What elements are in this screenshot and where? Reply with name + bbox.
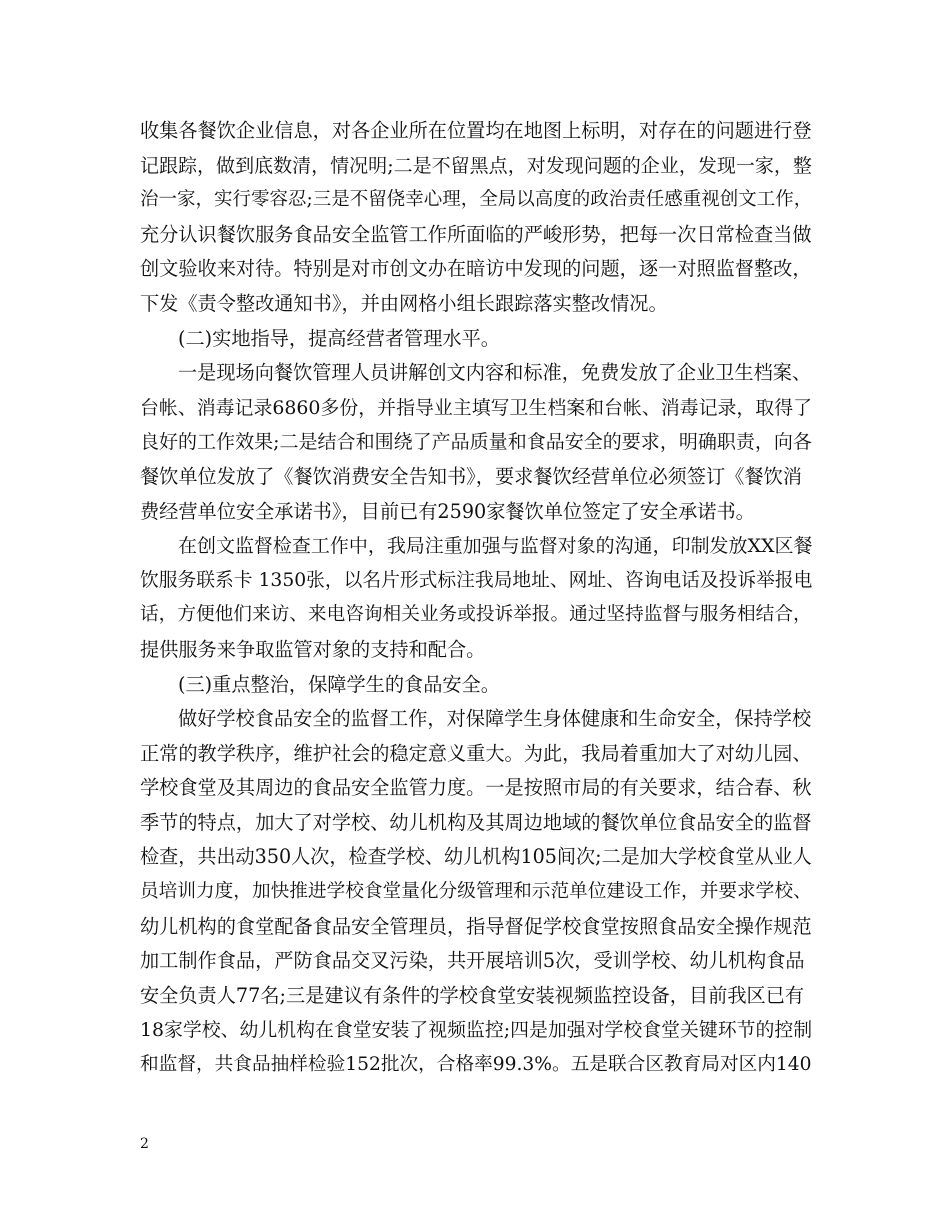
text-line: 和监督，共食品抽样检验152批次，合格率99.3%。五是联合区教育局对区内140: [140, 1054, 812, 1076]
text-line: 饮服务联系卡 1350张，以名片形式标注我局地址、网址、咨询电话及投诉举报电: [140, 569, 813, 591]
text-line: 幼儿机构的食堂配备食品安全管理员，指导督促学校食堂按照食品安全操作规范: [140, 914, 812, 938]
text-line: 在创文监督检查工作中，我局注重加强与监督对象的沟通，印制发放XX区餐: [178, 535, 813, 558]
text-line: 员培训力度，加快推进学校食堂量化分级管理和示范单位建设工作，并要求学校、: [140, 881, 812, 903]
text-line: 治一家，实行零容忍;三是不留侥幸心理，全局以高度的政治责任感重视创文工作，: [140, 189, 813, 211]
text-line: (三)重点整治，保障学生的食品安全。: [178, 672, 500, 696]
text-line: 做好学校食品安全的监督工作，对保障学生身体健康和生命安全，保持学校: [178, 707, 812, 731]
text-line: 检查，共出动350人次，检查学校、幼儿机构105间次;二是加大学校食堂从业人: [140, 845, 812, 869]
page-number: 2: [140, 1136, 149, 1152]
text-line: 充分认识餐饮服务食品安全监管工作所面临的严峻形势，把每一次日常检查当做: [140, 222, 812, 246]
text-line: 台帐、消毒记录6860多份，并指导业主填写卫生档案和台帐、消毒记录，取得了: [140, 396, 813, 419]
text-line: 记跟踪，做到底数清，情况明;二是不留黑点，对发现问题的企业，发现一家，整: [140, 154, 812, 177]
text-line: 加工制作食品，严防食品交叉污染，共开展培训5次，受训学校、幼儿机构食品: [140, 949, 805, 973]
text-line: 季节的特点，加大了对学校、幼儿机构及其周边地域的餐饮单位食品安全的监督: [140, 810, 812, 834]
text-line: 学校食堂及其周边的食品安全监管力度。一是按照市局的有关要求，结合春、秋: [140, 776, 812, 800]
text-line: 创文验收来对待。特别是对市创文办在暗访中发现的问题，逐一对照监督整改，: [140, 257, 812, 281]
text-line: 费经营单位安全承诺书》，目前已有2590家餐饮单位签定了安全承诺书。: [140, 499, 755, 523]
text-line: (二)实地指导，提高经营者管理水平。: [178, 326, 500, 350]
text-line: 良好的工作效果;二是结合和围绕了产品质量和食品安全的要求，明确职责，向各: [140, 431, 812, 454]
document-body: [140, 114, 812, 1083]
text-line: 一是现场向餐饮管理人员讲解创文内容和标准，免费发放了企业卫生档案、: [178, 361, 812, 385]
text-line: 话，方便他们来访、来电咨询相关业务或投诉举报。通过坚持监督与服务相结合，: [140, 604, 812, 626]
text-line: 餐饮单位发放了《餐饮消费安全告知书》，要求餐饮经营单位必须签订《餐饮消: [140, 464, 802, 488]
text-line: 正常的教学秩序，维护社会的稳定意义重大。为此，我局着重加大了对幼儿园、: [140, 741, 812, 765]
text-line: 18家学校、幼儿机构在食堂安装了视频监控;四是加强对学校食堂关键环节的控制: [140, 1019, 813, 1042]
text-line: 提供服务来争取监管对象的支持和配合。: [140, 637, 486, 661]
text-line: 下发《责令整改通知书》，并由网格小组长跟踪落实整改情况。: [140, 291, 668, 315]
text-line: 安全负责人77名;三是建议有条件的学校食堂安装视频监控设备，目前我区已有: [140, 983, 805, 1007]
text-line: 收集各餐饮企业信息，对各企业所在位置均在地图上标明，对存在的问题进行登: [140, 119, 812, 142]
